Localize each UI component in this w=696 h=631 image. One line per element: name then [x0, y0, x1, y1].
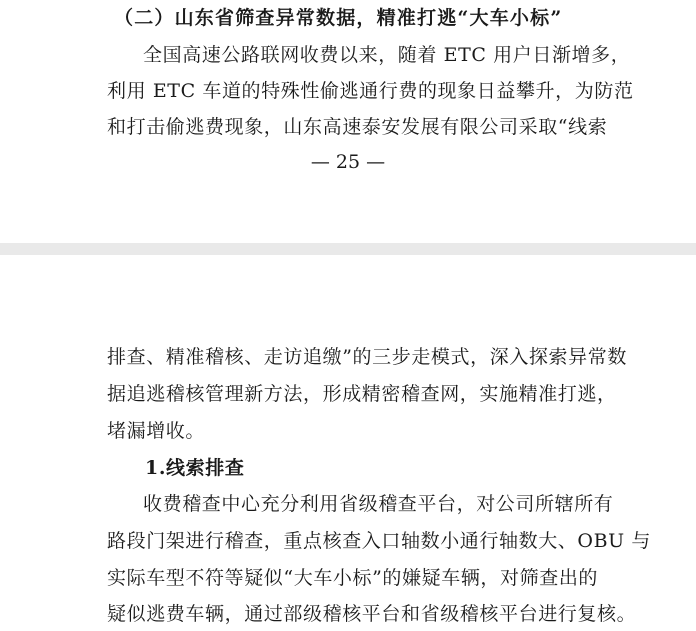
- section-heading: （二）山东省筛查异常数据，精准打逃“大车小标”: [114, 7, 563, 29]
- paragraph-line: 收费稽查中心充分利用省级稽查平台，对公司所辖所有: [143, 493, 614, 515]
- paragraph-line: 利用 ETC 车道的特殊性偷逃通行费的现象日益攀升，为防范: [107, 80, 634, 102]
- page-number: — 25 —: [310, 151, 386, 173]
- document-page-bottom: [0, 255, 696, 631]
- paragraph-line: 路段门架进行稽查，重点核查入口轴数小通行轴数大、OBU 与: [107, 530, 651, 552]
- subsection-heading: 1.线索排查: [145, 457, 245, 479]
- paragraph-line: 实际车型不符等疑似“大车小标”的嫌疑车辆，对筛查出的: [107, 567, 599, 589]
- paragraph-line: 疑似逃费车辆，通过部级稽核平台和省级稽核平台进行复核。: [107, 603, 637, 625]
- document-page-top: [0, 0, 696, 243]
- paragraph-line: 排查、精准稽核、走访追缴”的三步走模式，深入探索异常数: [107, 346, 627, 368]
- paragraph-line: 和打击偷逃费现象，山东高速泰安发展有限公司采取“线索: [107, 116, 608, 138]
- paragraph-line: 堵漏增收。: [107, 420, 206, 442]
- paragraph-line: 全国高速公路联网收费以来，随着 ETC 用户日渐增多，: [143, 44, 631, 66]
- page-separator: [0, 243, 696, 255]
- paragraph-line: 据追逃稽核管理新方法，形成精密稽查网，实施精准打逃，: [107, 383, 617, 405]
